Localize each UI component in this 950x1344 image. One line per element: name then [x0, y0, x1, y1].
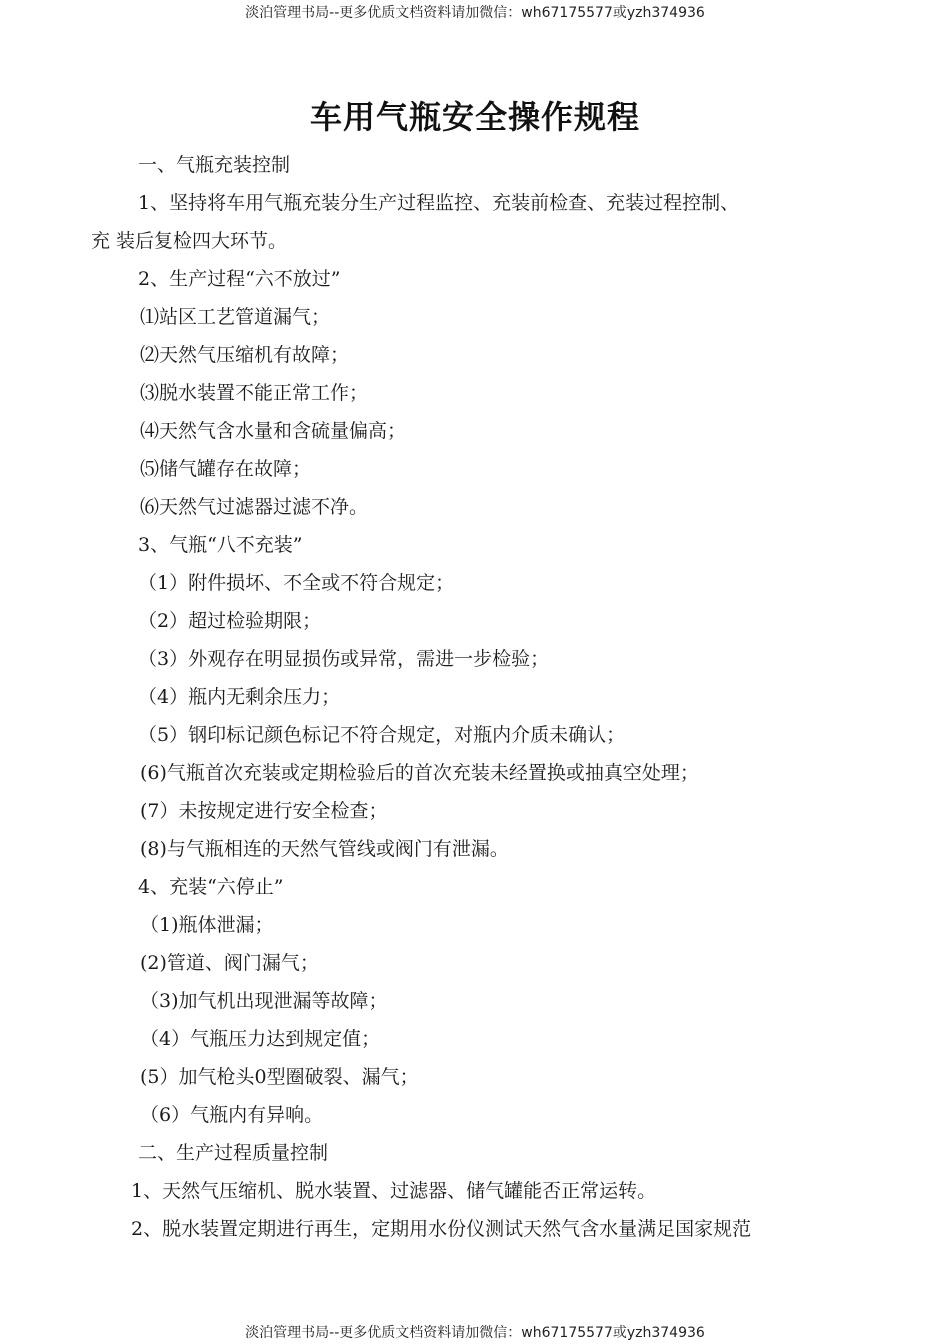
list-item: (5）加气枪头0型圈破裂、漏气；	[140, 1066, 419, 1088]
list-item: （3)加气机出现泄漏等故障；	[140, 990, 388, 1012]
paragraph-line: 2、脱水装置定期进行再生，定期用水份仪测试天然气含水量满足国家规范	[131, 1218, 752, 1240]
list-item: （2）超过检验期限；	[138, 610, 322, 632]
section-heading-2: 二、生产过程质量控制	[138, 1142, 329, 1164]
list-item: ⑶脱水装置不能正常工作；	[140, 382, 369, 404]
list-item: (6)气瓶首次充装或定期检验后的首次充装未经置换或抽真空处理；	[140, 762, 699, 784]
list-item: ⑸储气罐存在故障；	[140, 458, 312, 480]
list-item: （1）附件损坏、不全或不符合规定；	[138, 572, 455, 594]
list-item: (8)与气瓶相连的天然气管线或阀门有泄漏。	[140, 838, 509, 860]
list-item: ⑴站区工艺管道漏气；	[140, 306, 331, 328]
document-title: 车用气瓶安全操作规程	[309, 98, 640, 136]
list-item: （3）外观存在明显损伤或异常，需进一步检验；	[138, 648, 550, 670]
list-item: ⑷天然气含水量和含硫量偏高；	[140, 420, 407, 442]
list-item: （4）瓶内无剩余压力；	[138, 686, 341, 708]
paragraph-line: 充 装后复检四大环节。	[91, 230, 288, 252]
list-item: （4）气瓶压力达到规定值；	[140, 1028, 381, 1050]
subsection-heading: 4、充装“六停止”	[138, 876, 284, 898]
list-item: （6）气瓶内有异响。	[140, 1104, 324, 1126]
paragraph-line: 1、坚持将车用气瓶充装分生产过程监控、充装前检查、充装过程控制、	[138, 192, 740, 214]
subsection-heading: 3、气瓶“八不充装”	[138, 534, 303, 556]
subsection-heading: 2、生产过程“六不放过”	[138, 268, 341, 290]
list-item: (7）未按规定进行安全检查；	[140, 800, 388, 822]
section-heading-1: 一、气瓶充装控制	[138, 154, 291, 176]
footer-banner: 淡泊管理书局--更多优质文档资料请加微信：wh67175577或yzh374936	[245, 1325, 705, 1341]
list-item: （1)瓶体泄漏；	[140, 914, 274, 936]
paragraph-line: 1、天然气压缩机、脱水装置、过滤器、储气罐能否正常运转。	[131, 1180, 657, 1202]
list-item: ⑹天然气过滤器过滤不净。	[140, 496, 369, 518]
header-banner: 淡泊管理书局--更多优质文档资料请加微信：wh67175577或yzh374936	[245, 5, 705, 21]
list-item: （5）钢印标记颜色标记不符合规定，对瓶内介质未确认；	[138, 724, 626, 746]
list-item: ⑵天然气压缩机有故障；	[140, 344, 350, 366]
list-item: (2)管道、阀门漏气；	[140, 952, 319, 974]
